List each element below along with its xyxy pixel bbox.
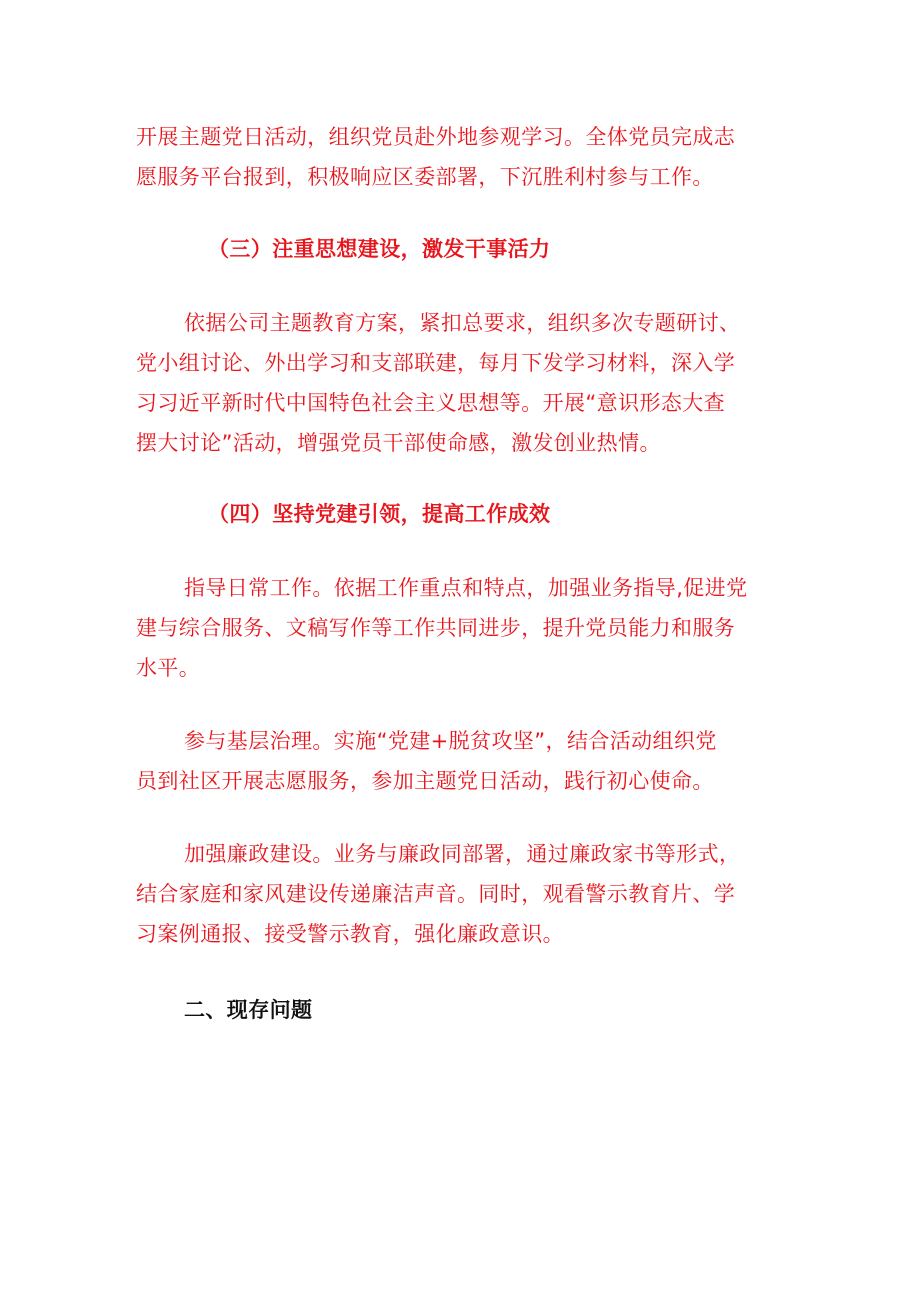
paragraph-line: 愿服务平台报到，积极响应区委部署，下沉胜利村参与工作。 [136,165,714,189]
paragraph-line: 依据公司主题教育方案，紧扣总要求，组织多次专题研讨、 [184,311,741,335]
paragraph-line: 开展主题党日活动，组织党员赴外地参观学习。全体党员完成志 [136,125,736,149]
paragraph-daily-work [136,568,796,688]
paragraph-line: 摆大讨论”活动，增强党员干部使命感，激发创业热情。 [136,431,661,455]
paragraph-line: 指导日常工作。依据工作重点和特点，加强业务指导,促进党 [184,576,748,600]
paragraph-line: 党小组讨论、外出学习和支部联建，每月下发学习材料，深入学 [136,351,736,375]
paragraph-line: 员到社区开展志愿服务，参加主题党日活动，践行初心使命。 [136,769,714,793]
paragraph-integrity [136,834,796,954]
paragraph-governance [136,721,796,801]
paragraph-line: 参与基层治理。实施“党建+脱贫攻坚”，结合活动组织党 [184,729,717,753]
paragraph-ideology [136,303,796,463]
paragraph-line: 水平。 [136,656,201,680]
heading-section-4: （四）坚持党建引领，提高工作成效 [208,502,551,526]
paragraph-line: 习案例通报、接受警示教育，强化廉政意识。 [136,922,564,946]
paragraph-line: 建与综合服务、文稿写作等工作共同进步，提升党员能力和服务 [136,616,736,640]
heading-section-3: （三）注重思想建设，激发干事活力 [208,237,551,261]
paragraph-line: 结合家庭和家风建设传递廉洁声音。同时，观看警示教育片、学 [136,882,736,906]
paragraph-line: 加强廉政建设。业务与廉政同部署，通过廉政家书等形式， [184,842,741,866]
paragraph-line: 习习近平新时代中国特色社会主义思想等。开展“意识形态大查 [136,391,726,415]
heading-existing-problems: 二、现存问题 [184,998,313,1022]
paragraph-party-day [136,117,796,197]
